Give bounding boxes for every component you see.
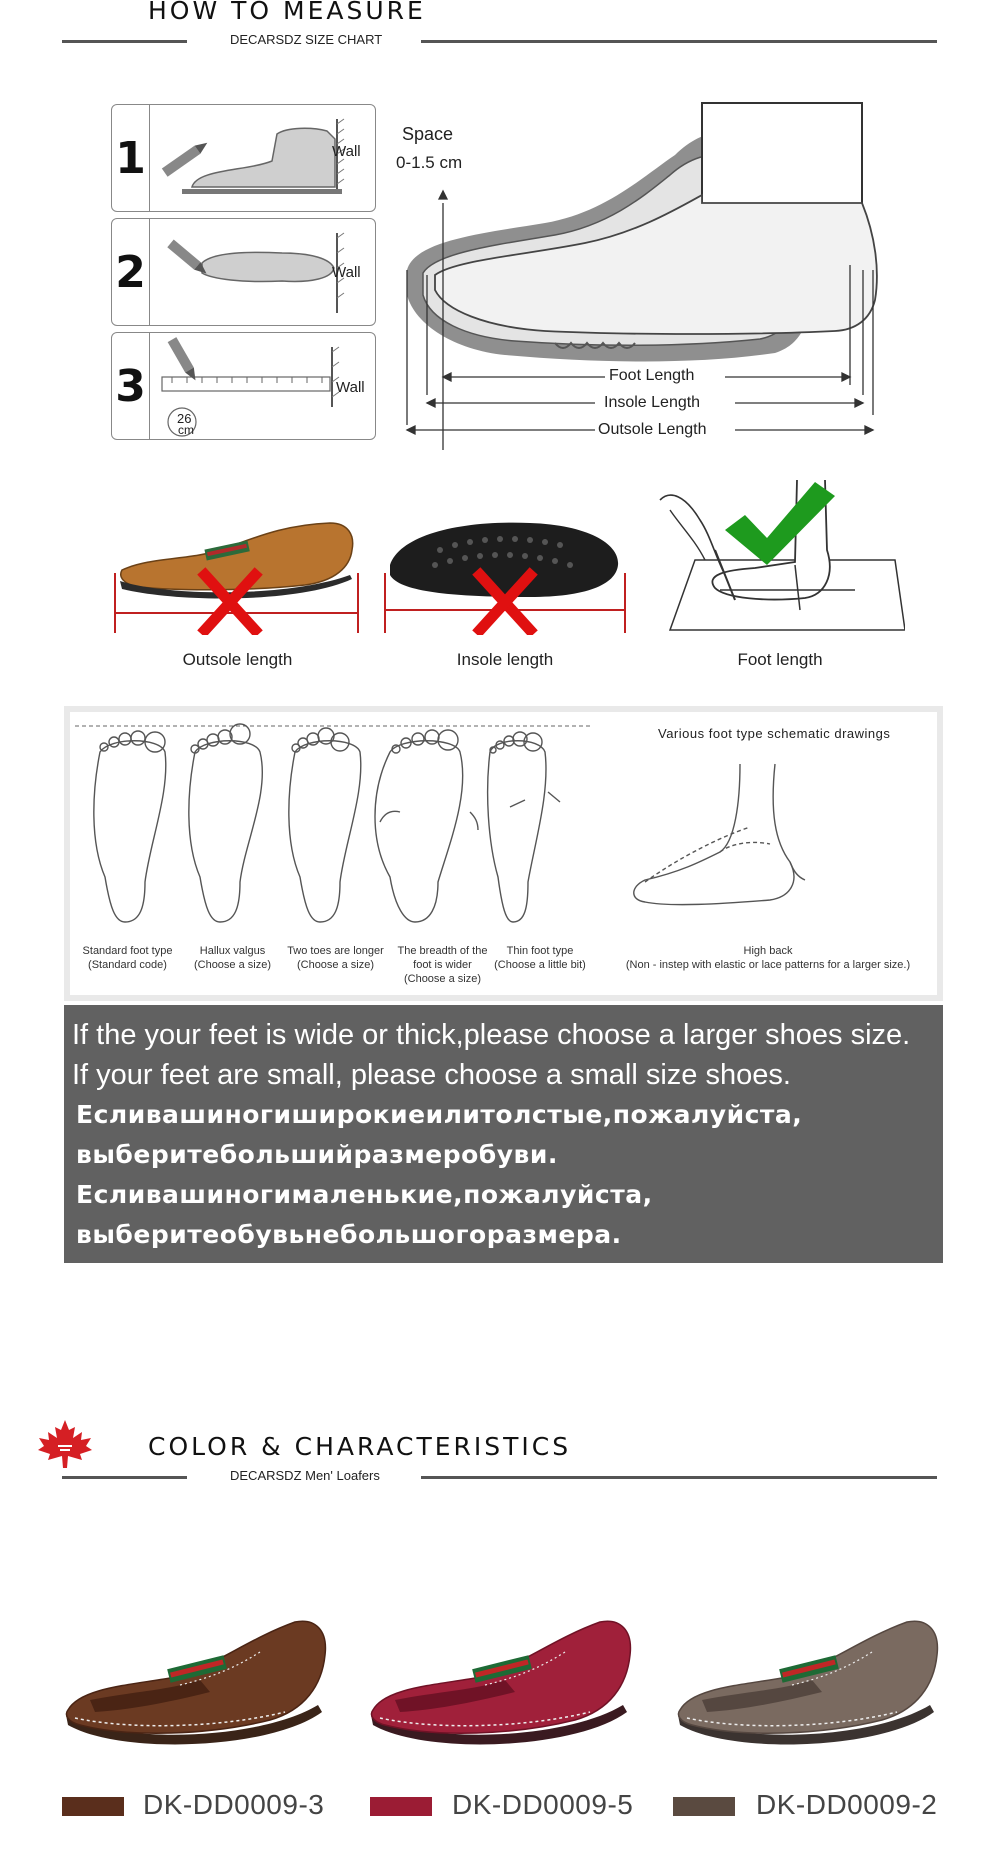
product-code-brown: DK-DD0009-3 — [143, 1789, 325, 1820]
colors-subtitle: DECARSDZ Men' Loafers — [230, 1468, 380, 1483]
foot-length-label: Foot Length — [609, 367, 695, 384]
loafer-image-red — [365, 1600, 635, 1765]
colors-rule-right — [421, 1476, 937, 1479]
foot-type-1-line1: Standard foot type — [82, 945, 173, 957]
advice-line-2: If your feet are small, please choose a small size shoes. — [72, 1059, 791, 1091]
measure-rule-left — [62, 40, 187, 43]
insole-length-label: Insole Length — [604, 394, 701, 411]
colors-rule-left — [62, 1476, 187, 1479]
advice-line-4: выберитебольшийразмеробуви. — [76, 1140, 558, 1169]
step-3-ruler-unit: cm — [178, 423, 194, 437]
product-code-red: DK-DD0009-5 — [452, 1789, 634, 1820]
foot-type-5-line1: Thin foot type — [506, 945, 574, 957]
step-1-wall-label: Wall — [332, 143, 361, 160]
step-2-number: 2 — [112, 219, 150, 325]
method-foot-label: Foot length — [737, 650, 823, 669]
foot-type-5-line2: (Choose a little bit) — [494, 959, 586, 971]
advice-line-3: Есливашиногиширокиеилитолстые,пожалуйста, — [76, 1100, 803, 1129]
foot-type-4-line1: The breadth of the — [397, 945, 488, 957]
foot-type-2-line2: (Choose a size) — [193, 959, 272, 971]
space-range: 0-1.5 cm — [396, 153, 463, 172]
foot-type-4-line3: (Choose a size) — [403, 973, 482, 985]
advice-line-6: выберитеобувьнебольшогоразмера. — [76, 1220, 622, 1249]
step-3-number: 3 — [112, 333, 150, 439]
foot-type-4-line2: foot is wider — [413, 959, 472, 971]
foot-type-1-line2: (Standard code) — [88, 959, 167, 971]
color-swatch-red — [370, 1797, 432, 1816]
step-2-box — [111, 218, 376, 326]
foot-type-2-line1: Hallux valgus — [199, 945, 266, 957]
foot-type-5-caption — [490, 944, 590, 972]
step-3-wall-label: Wall — [336, 379, 365, 396]
foot-type-3-line2: (Choose a size) — [296, 959, 375, 971]
foot-type-6-line2: (Non - instep with elastic or lace patterns for a larger size.) — [625, 959, 911, 971]
step-1-number: 1 — [112, 105, 150, 211]
step-3-ruler-value: 26 — [177, 411, 192, 426]
step-2-wall-label: Wall — [332, 264, 361, 281]
method-outsole-label: Outsole length — [182, 650, 293, 669]
foot-type-2-caption — [185, 944, 280, 972]
product-code-grey: DK-DD0009-2 — [756, 1789, 938, 1820]
measure-title: HOW TO MEASURE — [148, 0, 426, 25]
foot-type-1-caption — [75, 944, 180, 972]
advice-line-5: Есливашиногималенькие,пожалуйста, — [76, 1180, 653, 1209]
color-swatch-grey — [673, 1797, 735, 1816]
measure-subtitle: DECARSDZ SIZE CHART — [230, 32, 383, 47]
measure-rule-right — [421, 40, 937, 43]
size-advice-box — [64, 1005, 943, 1263]
foot-types-drawings — [70, 712, 940, 937]
colors-title: COLOR & CHARACTERISTICS — [148, 1432, 572, 1461]
loafer-image-grey — [672, 1600, 942, 1765]
advice-line-1: If the your feet is wide or thick,please choose a larger shoes size. — [72, 1019, 911, 1051]
method-insole-label: Insole length — [456, 650, 554, 669]
step-1-box — [111, 104, 376, 212]
color-swatch-brown — [62, 1797, 124, 1816]
method-foot-image — [655, 470, 905, 640]
outsole-length-label: Outsole Length — [598, 421, 707, 438]
loafer-image-brown — [60, 1600, 330, 1765]
method-outsole-image — [110, 505, 365, 635]
foot-types-heading: Various foot type schematic drawings — [658, 726, 891, 741]
foot-type-6-caption — [608, 944, 928, 972]
step-3-box — [111, 332, 376, 440]
foot-type-3-line1: Two toes are longer — [287, 945, 384, 957]
foot-type-3-caption — [283, 944, 388, 972]
foot-type-4-caption — [390, 944, 495, 986]
space-label: Space — [402, 124, 454, 144]
method-insole-image — [380, 505, 630, 635]
maple-leaf-icon — [36, 1418, 94, 1470]
foot-type-6-line1: High back — [743, 945, 793, 957]
